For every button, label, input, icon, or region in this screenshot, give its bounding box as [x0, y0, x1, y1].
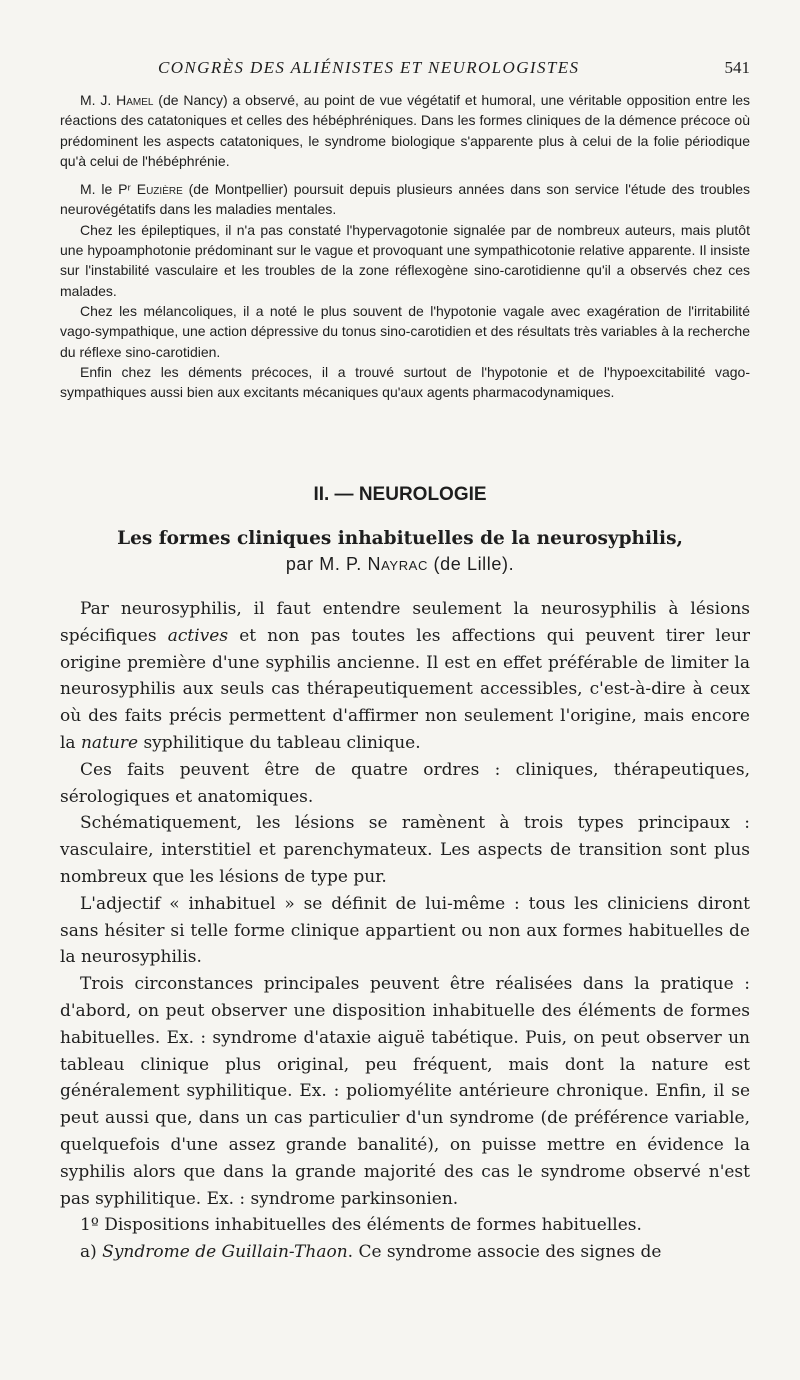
article-body [60, 596, 750, 1266]
section-heading: II. — NEUROLOGIE [313, 484, 487, 505]
author-name: Euzière [136, 181, 183, 198]
article-byline: par M. P. Nayrac (de Lille). [285, 554, 515, 574]
body-paragraph: Trois circonstances principales peuvent être réalisées dans la pratique : d'abord, on peut observer une disposition inhabituelle des éléments de formes habituelles. Ex. : syndrome d'ataxie aiguë tabétique. Puis, on peut observer un tableau clinique plus original, peu fréquent, mais dont la nature est généralement syphilitique. Ex. : poliomyélite antérieure chronique. Enfin, il se peut aussi que, dans un cas particulier d'un syndrome (de préférence variable, quelquefois d'une assez grande banalité), on puisse mettre en évidence la syphilis alors que dans la grande majorité des cas le syndrome observé n'est pas syphilitique. Ex. : syndrome parkinsonien. [60, 974, 750, 1209]
summary-paragraph: Enfin chez les déments précoces, il a trouvé surtout de l'hypotonie et de l'hypoexcitabilité vago-sympathiques aussi bien aux excitants mécaniques qu'aux agents pharmacodynamiques. [60, 363, 750, 401]
body-paragraph: Ces faits peuvent être de quatre ordres : cliniques, thérapeutiques, sérologiques et anatomiques. [60, 759, 750, 807]
summary-paragraph: M. J. Hamel (de Nancy) a observé, au point de vue végétatif et humoral, une véritable opposition entre les réactions des catatoniques et celles des hébéphréniques. Dans les formes cliniques de la démence précoce où prédominent les aspects catatoniques, le syndrome biologique s'apparente plus à celui de la folie périodique qu'à celui de l'hébéphrénie. [60, 92, 750, 169]
summary-paragraph: Chez les épileptiques, il n'a pas constaté l'hypervagotonie signalée par de nombreux auteurs, mais plutôt une hypoamphotonie prédominant sur le vague et provoquant une sympathicotonie relative apparente. Il insiste sur l'instabilité vasculaire et les troubles de la zone réflexogène sino-carotidienne qu'il a observés chez ces malades. [60, 221, 750, 299]
body-paragraph: 1º Dispositions inhabituelles des éléments de formes habituelles. [80, 1215, 642, 1236]
running-title: CONGRÈS DES ALIÉNISTES ET NEUROLOGISTES [158, 58, 580, 77]
author-name: Hamel [116, 92, 154, 108]
body-paragraph: Par neurosyphilis, il faut entendre seulement la neurosyphilis à lésions spécifiques actives et non pas toutes les affections qui peuvent tirer leur origine première d'une syphilis ancienne. Il est en effet préférable de limiter la neurosyphilis aux seuls cas thérapeutiquement accessibles, c'est-à-dire à ceux où des faits précis permettent d'affirmer non seulement l'origine, mais encore la nature syphilitique du tableau clinique. [60, 599, 751, 753]
article-title: Les formes cliniques inhabituelles de la neurosyphilis, [117, 528, 683, 549]
running-header [60, 58, 750, 82]
summary-paragraph: M. le Pʳ Euzière (de Montpellier) poursuit depuis plusieurs années dans son service l'étude des troubles neurovégétatifs dans les maladies mentales. [60, 181, 751, 218]
page-number: 541 [724, 58, 750, 77]
body-paragraph: Schématiquement, les lésions se ramènent à trois types principaux : vasculaire, interstitiel et parenchymateux. Les aspects de transition sont plus nombreux que les lésions de type pur. [60, 813, 750, 887]
body-paragraph: a) Syndrome de Guillain-Thaon. Ce syndrome associe des signes de [80, 1242, 662, 1263]
body-paragraph: L'adjectif « inhabituel » se définit de lui-même : tous les cliniciens diront sans hésiter si telle forme clinique appartient ou non aux formes habituelles de la neurosyphilis. [60, 893, 750, 968]
congress-summary [60, 90, 750, 402]
summary-paragraph: Chez les mélancoliques, il a noté le plus souvent de l'hypotonie vagale avec exagération de l'irritabilité vago-sympathique, une action dépressive du tonus sino-carotidien et des résultats très variables à la recherche du réflexe sino-carotidien. [60, 302, 750, 360]
author-name: Nayrac [367, 554, 428, 574]
